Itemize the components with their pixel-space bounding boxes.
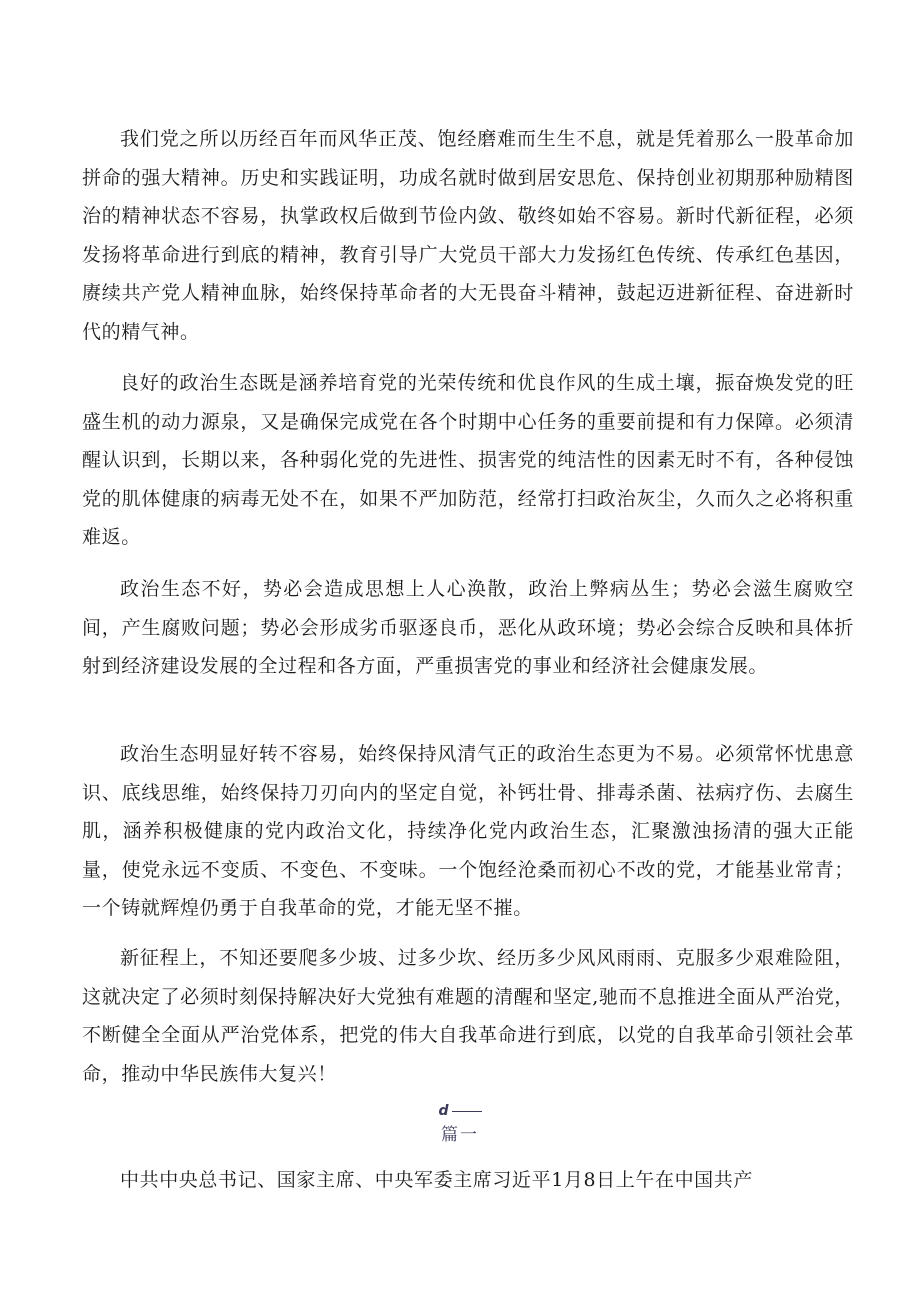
section-title: 篇一 (441, 1125, 479, 1145)
paragraph-1: 我们党之所以历经百年而风华正茂、饱经磨难而生生不息，就是凭着那么一股革命加拼命的强大精神。历史和实践证明，功成名就时做到居安思危、保持创业初期那种励精图治的精神状态不容易，执掌政权后做到节俭内敛、敬终如始不容易。新时代新征程，必须发扬将革命进行到底的精神，教育引导广大党员干部大力发扬红色传统、传承红色基因，赓续共产党人精神血脉，始终保持革命者的大无畏奋斗精神，鼓起迈进新征程、奋进新时代的精气神。 (82, 128, 854, 343)
paragraph-5: 新征程上，不知还要爬多少坡、过多少坎、经历多少风风雨雨、克服多少艰难险阻，这就决定了必须时刻保持解决好大党独有难题的清醒和坚定,驰而不息推进全面从严治党，不断健全全面从严治党体系，把党的伟大自我革命进行到底，以党的自我革命引领社会革命，推动中华民族伟大复兴！ (82, 947, 854, 1085)
paragraph-3: 政治生态不好，势必会造成思想上人心涣散，政治上弊病丛生；势必会滋生腐败空间，产生腐败问题；势必会形成劣币驱逐良币，恶化从政环境；势必会综合反映和具体折射到经济建设发展的全过程和各方面，严重损害党的事业和经济社会健康发展。 (82, 578, 854, 677)
paragraph-4: 政治生态明显好转不容易，始终保持风清气正的政治生态更为不易。必须常怀忧患意识、底线思维，始终保持刀刃向内的坚定自觉，补钙壮骨、排毒杀菌、祛病疗伤、去腐生肌，涵养积极健康的党内政治文化，持续净化党内政治生态，汇聚激浊扬清的强大正能量，使党永远不变质、不变色、不变味。一个饱经沧桑而初心不改的党，才能基业常青；一个铸就辉煌仍勇于自我革命的党，才能无坚不摧。 (82, 743, 854, 919)
section-mark-rule (452, 1111, 482, 1112)
paragraph-2: 良好的政治生态既是涵养培育党的光荣传统和优良作风的生成土壤，振奋焕发党的旺盛生机的动力源泉，又是确保完成党在各个时期中心任务的重要前提和有力保障。必须清醒认识到，长期以来，各种弱化党的先进性、损害党的纯洁性的因素无时不有，各种侵蚀党的肌体健康的病毒无处不在，如果不严加防范，经常打扫政治灰尘，久而久之必将积重难返。 (82, 372, 854, 548)
section-mark (0, 1103, 920, 1119)
section-mark-letter: d (438, 1103, 449, 1119)
paragraph-6: 中共中央总书记、国家主席、中央军委主席习近平1月8日上午在中国共产 (120, 1169, 753, 1191)
